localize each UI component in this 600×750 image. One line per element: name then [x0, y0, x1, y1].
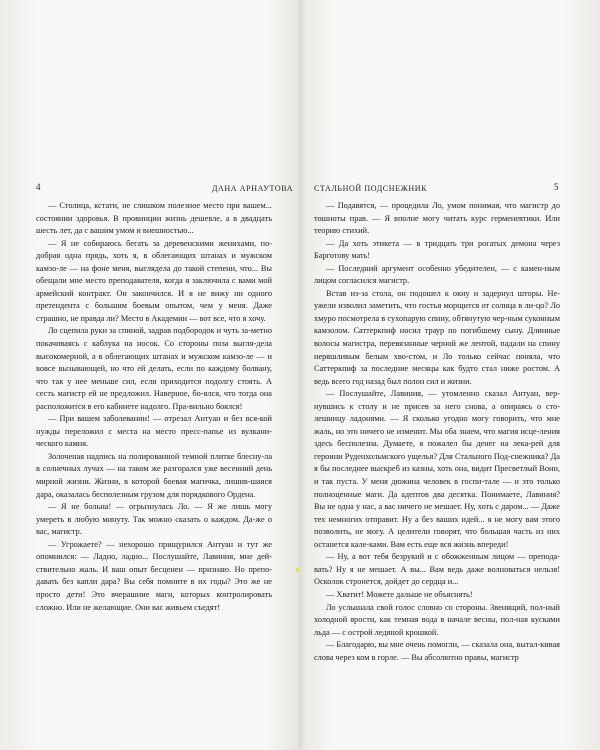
right-page-number: 5	[554, 182, 560, 192]
paragraph: Встав из-за стола, он подошел к окну и задернул шторы. Не-ужели изволил заметить, что гостья морщится от солнца в ли-цо? Ло хмуро посмотрела в сухопарую спину, обтянутую чер-ным суконным камзолом. Саттеркпиф носил траур по погибшему сыну. Длинные волосы магистра, перевязанные черной же лентой, падали на спину неряшливым белым хво-стом, и Ло только сейчас поняла, что Саттеркпиф за последние месяцы как будто стал ниже ростом. А ведь всего год назад был полон сил и жизни.	[314, 288, 560, 386]
paragraph: — При вашем заболевании! — отрезал Антуан и без вся-кой нужды переложил с места на место пресс-папье из вулкани-ческого камня.	[36, 414, 272, 449]
paragraph: — Я не собираюсь бегать за деревенскими женихами, по-добрая одна прядь, хоть я, в облегающих штанах и мужском камзо-ле — на фоне меня, выглядела до такой степени, что... Вы обещали мне место преподавателя, когда я заключила с вами мой армейский контракт. Он закончился. И я не вижу ни одного претендента с большим боевым опытом, чем у меня. Даже страшно, не правда ли? Место в Академии — вот все, что я хочу.	[36, 238, 272, 323]
left-page-text	[36, 200, 272, 614]
paragraph: — Ну, а вот тебя безрукий и с обожженным лицом — препода-вать? Ну я не мешает. А вы... Вам ведь даже волноваться нельзя! Осколок стронется, дойдет до сердца и...	[314, 552, 560, 587]
paragraph: — Последний аргумент особенно убедителен, — с камен-ным лицом согласился магистр.	[314, 263, 560, 286]
paragraph: — Угрожаете? — нехорошо прищурился Антуан и тут же опомнился: — Ладно, ладно... Послушайте, Лавиния, мне дей-ствительно жаль. И ваш опыт бесценен — признаю. Но препо-давать без капли дара? Вы себя помните в их годы? Это же не просто дети! Это вчерашние маги, которых контролировать сложно. Или не желающие. Они вас живьем съедят!	[36, 539, 272, 612]
paragraph: — Да хоть этикета — в тридцать три рогатых демона через Барготову мать!	[314, 238, 560, 261]
paragraph: — Столица, кстати, не слишком полезное место при вашем... состоянии здоровья. В провинции жизнь дешевле, а в двадцать шесть лет, да с вашим умом и внешностью...	[36, 201, 272, 236]
right-page-text	[314, 200, 560, 664]
paragraph: — Послушайте, Лавиния, — утомленно сказал Антуан, вер-нувшись к столу и не присев за него снова, а опираясь о сто-лешницу ладонями. — Я сколько угодно могу говорить, что мне жаль, но это ничего не изменит. Мы оба знаем, что магия исце-ления здесь бесполезна. Думаете, я пожалел бы денег на лека-рей для героини Руденхольмского ущелья? Для Стального Под-снежника? Да я бы последнее выскреб из казны, хоть она, видит Пресветлый Воин, и так пуста. У меня дюжина человек в госпи-тале — и это только полноценные маги. Да адептов два десятка. Понимаете, Лавиния? Вы не одна у нас, а вас ничего не мешает. Ну, хоть с даром... — Даже тех немногих отправит. Ну а без ваших идей... я не могу вам этого позволить, не могу. А целители говорят, что большая часть из них останется кале-ками. Вам есть еще вся жизнь впереди!	[314, 389, 560, 549]
paragraph: — Хватит! Можете дальше не объяснять!	[326, 589, 473, 599]
paragraph: Ло сцепила руки за спиной, задрав подбородок и чуть за-метно покачиваясь с каблука на носок. Со стороны поза выгля-дела высокомерной, а в облегающих штанах и мужском камзо-ле — и вовсе вызывающей, но что ей делать, если по каждому болвану, что так у нее меньше сил, если приходится подолгу стоять. А сесть магистр ей не предложил. Наверное, бо-ялся, что тогда она расположится в его кабинете надолго. Пра-вильно боялся!	[36, 326, 272, 411]
paragraph: — Я не больна! — огрызнулась Ло. — Я же лишь могу умереть в любую минуту. Так можно сказать о каждом. Да-же о вас, магистр.	[36, 502, 272, 537]
paragraph: — Благодарю, вы мне очень помогли, — сказала она, вытал-кивая слова через ком в горле. — Вы абсолютно правы, магистр	[314, 640, 560, 662]
right-running-head: СТАЛЬНОЙ ПОДСНЕЖНИК	[314, 184, 428, 193]
paragraph: — Подавятся, — процедила Ло, умом понимая, что магистр до тошноты прав. — Я вполне могу читать курс герменевтики. Или теорию стихий.	[314, 201, 560, 236]
paragraph: Золоченая надпись на полированной темной плитке блесну-ла в солнечных лучах — на таком же разгорался уже весенний день мирной жизни. Жизни, в которой боевая магичка, лишив-шаяся дара, оказалась бесполезным грузом для порядкового Ордена.	[36, 451, 272, 499]
left-page-number: 4	[36, 182, 42, 192]
page-mark	[296, 568, 299, 572]
left-running-head: ДАНА АРНАУТОВА	[212, 184, 294, 193]
paragraph: Ло услышала свой голос словно со стороны. Звенящий, пол-ный холодной ярости, как темная вода в начале весны, пол-ная кусками льда — с острой ледяной крошкой.	[314, 602, 560, 637]
